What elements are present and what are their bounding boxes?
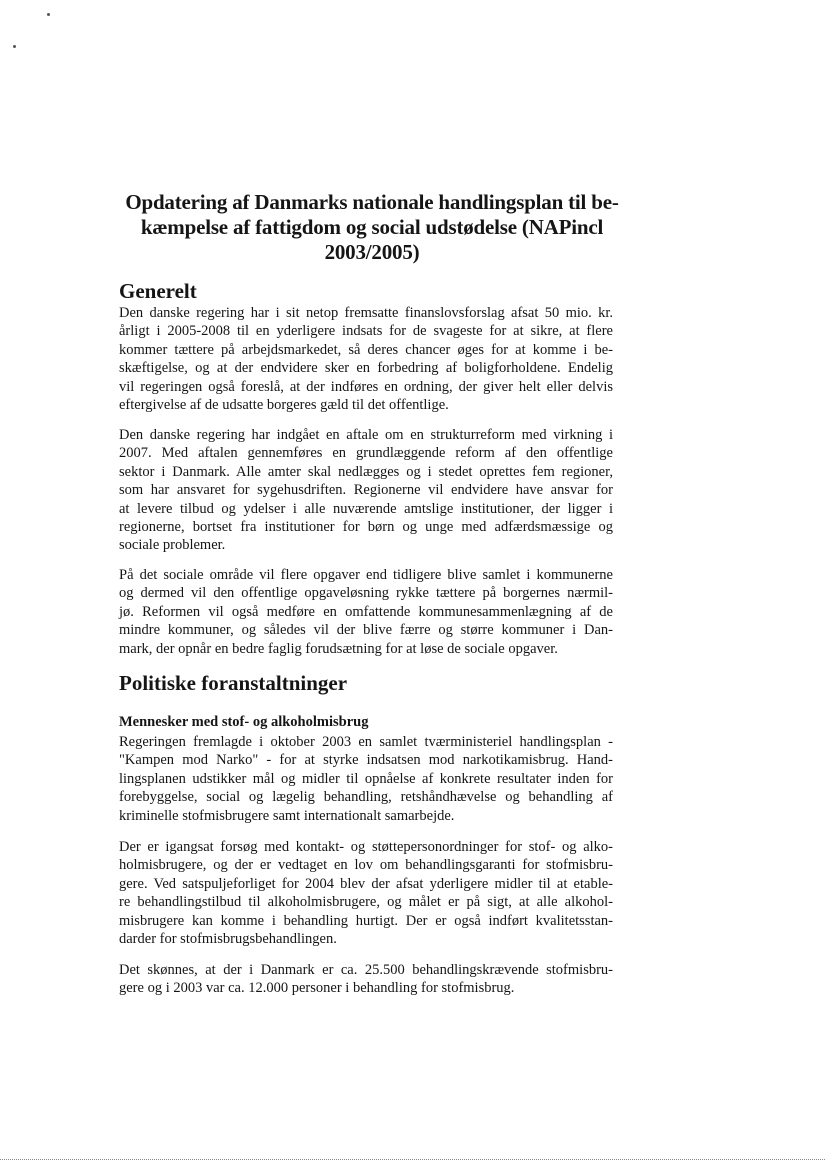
scan-speck-1 — [47, 13, 50, 16]
text-line: 2007. Med aftalen gennemføres en grundlæggende reform af den offentlige — [119, 445, 613, 462]
text-line: forebyggelse, social og lægelig behandling, retshåndhævelse og behandling af — [119, 789, 613, 806]
text-line: sociale problemer. — [119, 537, 226, 554]
text-line: På det sociale område vil flere opgaver end tidligere blive samlet i kommunerne — [119, 567, 613, 583]
paragraph-sociale-omraade — [119, 566, 613, 658]
section-heading-politiske-foranstaltninger: Politiske foranstaltninger — [119, 671, 348, 695]
text-line: jø. Reformen vil også medføre en omfattende kommunesammenlægning af de — [119, 603, 613, 620]
text-line: eftergivelse af de udsatte borgeres gæld til det offentlige. — [119, 397, 449, 414]
paragraph-finanslov — [119, 304, 613, 414]
title-line: 2003/2005) — [324, 240, 420, 264]
title-line: Opdatering af Danmarks nationale handlingsplan til be- — [125, 190, 619, 214]
title-line: kæmpelse af fattigdom og social udstødelse (NAPincl — [140, 215, 604, 239]
text-line: gere og i 2003 var ca. 12.000 personer i behandling for stofmisbrug. — [119, 980, 515, 997]
paragraph-kampen-mod-narko — [119, 733, 613, 825]
section-heading-generelt: Generelt — [119, 279, 197, 303]
text-line: gere. Ved satspuljeforliget for 2004 blev der afsat yderligere midler til at etable- — [119, 875, 613, 892]
text-line: som har ansvaret for sygehusdriften. Regionerne vil endvidere have ansvar for — [119, 482, 613, 499]
paragraph-stofmisbrugere-antal — [119, 961, 613, 998]
text-line: mindre kommuner, og således vil der blive færre og større kommuner i Dan- — [119, 622, 613, 639]
text-line: Den danske regering har indgået en aftale om en strukturreform med virkning i — [119, 427, 613, 443]
text-line: Det skønnes, at der i Danmark er ca. 25.500 behandlingskrævende stofmisbru- — [119, 962, 613, 978]
paragraph-strukturreform — [119, 426, 613, 555]
text-line: Der er igangsat forsøg med kontakt- og støttepersonordninger for stof- og alko- — [119, 839, 613, 855]
text-line: årligt i 2005-2008 til en yderligere indsats for de svageste for at sikre, at flere — [119, 323, 613, 340]
subsection-heading-stof-alkohol: Mennesker med stof- og alkoholmisbrug — [119, 714, 369, 730]
text-line: at levere tilbud og ydelser i alle nuværende amtslige institutioner, der ligger i — [119, 500, 613, 517]
text-line: lingsplanen udstikker mål og midler til opnåelse af konkrete resultater inden for — [119, 770, 613, 787]
text-line: og dermed vil den offentlige opgaveløsning rykke tættere på borgernes nærmil- — [119, 585, 613, 602]
text-line: skæftigelse, og at der endvidere sker en forbedring af boligforholdene. Endelig — [119, 360, 613, 377]
text-line: darder for stofmisbrugsbehandlingen. — [119, 931, 337, 948]
scan-speck-2 — [13, 45, 16, 48]
text-line: mark, der opnår en bedre faglig forudsætning for at løse de sociale opgaver. — [119, 640, 558, 657]
text-line: Regeringen fremlagde i oktober 2003 en samlet tværministeriel handlingsplan - — [119, 734, 613, 750]
text-line: kriminelle stofmisbrugere samt internationalt samarbejde. — [119, 807, 455, 824]
text-line: "Kampen mod Narko" - for at styrke indsatsen mod narkotikamisbrug. Hand- — [119, 752, 613, 769]
text-line: holmisbrugere, og der er vedtaget en lov om behandlingsgaranti for stofmisbru- — [119, 857, 613, 874]
text-line: sektor i Danmark. Alle amter skal nedlægges og i stedet oprettes fem regioner, — [119, 463, 613, 480]
text-line: kommer tættere på arbejdsmarkedet, så deres chancer øges for at komme i be- — [119, 341, 613, 358]
text-line: misbrugere kan komme i behandling hurtigt. Der er også indført kvalitetsstan- — [119, 912, 613, 929]
scan-edge-line — [0, 1159, 825, 1160]
text-line: re behandlingstilbud til alkoholmisbrugere, og målet er på sigt, at alle alkohol- — [119, 894, 613, 911]
text-line: vil regeringen også foreslå, at der indføres en ordning, der giver helt eller delvis — [119, 378, 613, 395]
text-line: Den danske regering har i sit netop fremsatte finanslovsforslag afsat 50 mio. kr. — [119, 305, 613, 321]
document-title — [112, 190, 632, 265]
paragraph-behandlingsgaranti — [119, 838, 613, 948]
text-line: regionerne, bortset fra institutioner for børn og unge med adfærdsmæssige og — [119, 519, 613, 536]
